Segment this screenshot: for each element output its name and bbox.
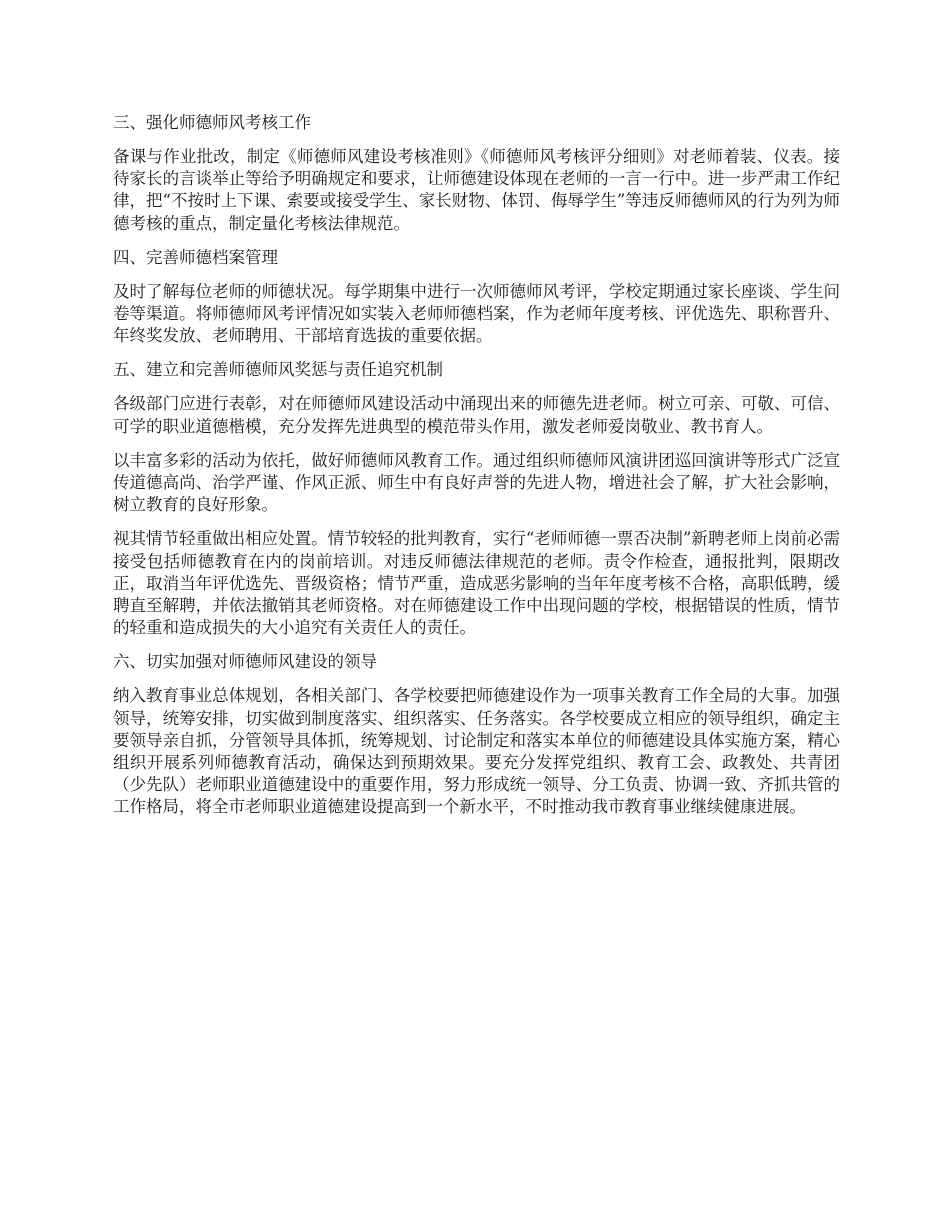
section-6: [113, 651, 840, 818]
section-5: [113, 359, 840, 639]
section-heading: 四、完善师德档案管理: [113, 247, 278, 267]
section-heading: 六、切实加强对师德师风建设的领导: [113, 652, 377, 672]
section-paragraph: 及时了解每位老师的师德状况。每学期集中进行一次师德师风考评，学校定期通过家长座谈、学生问卷等渠道。将师德师风考评情况如实装入老师师德档案，作为老师年度考核、评优选先、职称晋升、年终奖发放、老师聘用、干部培育选拔的重要依据。: [113, 281, 840, 346]
section-paragraph: 以丰富多彩的活动为依托，做好师德师风教育工作。通过组织师德师风演讲团巡回演讲等形式广泛宣传道德高尚、治学严谨、作风正派、师生中有良好声誉的先进人物，增进社会了解，扩大社会影响，树立教育的良好形象。: [113, 450, 840, 515]
section-paragraph: 视其情节轻重做出相应处置。情节较轻的批判教育，实行“老师师德一票否决制”新聘老师上岗前必需接受包括师德教育在内的岗前培训。对违反师德法律规范的老师。责令作检查，通报批判，限期改正，取消当年评优选先、晋级资格；情节严重，造成恶劣影响的当年年度考核不合格，高职低聘，缓聘直至解聘，并依法撤销其老师资格。对在师德建设工作中出现问题的学校，根据错误的性质，情节的轻重和造成损失的大小追究有关责任人的责任。: [113, 529, 840, 638]
section-paragraph: 各级部门应进行表彰，对在师德师风建设活动中涌现出来的师德先进老师。树立可亲、可敬、可信、可学的职业道德楷模，充分发挥先进典型的模范带头作用，激发老师爱岗敬业、教书育人。: [113, 394, 840, 436]
section-4: [113, 247, 840, 348]
document-page: [113, 112, 840, 831]
section-paragraph: 备课与作业批改，制定《师德师风建设考核准则》《师德师风考核评分细则》对老师着装、仪表。接待家长的言谈举止等给予明确规定和要求，让师德建设体现在老师的一言一行中。进一步严肃工作纪律，把“不按时上下课、索要或接受学生、家长财物、体罚、侮辱学生”等违反师德师风的行为列为师德考核的重点，制定量化考核法律规范。: [113, 147, 840, 233]
section-heading: 三、强化师德师风考核工作: [113, 113, 311, 132]
section-paragraph: 纳入教育事业总体规划，各相关部门、各学校要把师德建设作为一项事关教育工作全局的大事。加强领导，统筹安排，切实做到制度落实、组织落实、任务落实。各学校要成立相应的领导组织，确定主要领导亲自抓，分管领导具体抓，统筹规划、讨论制定和落实本单位的师德建设具体实施方案，精心组织开展系列师德教育活动，确保达到预期效果。要充分发挥党组织、教育工会、政教处、共青团（少先队）老师职业道德建设中的重要作用，努力形成统一领导、分工负责、协调一致、齐抓共管的工作格局，将全市老师职业道德建设提高到一个新水平，不时推动我市教育事业继续健康进展。: [113, 686, 840, 817]
section-heading: 五、建立和完善师德师风奖惩与责任追究机制: [113, 360, 443, 380]
section-3: [113, 112, 840, 235]
